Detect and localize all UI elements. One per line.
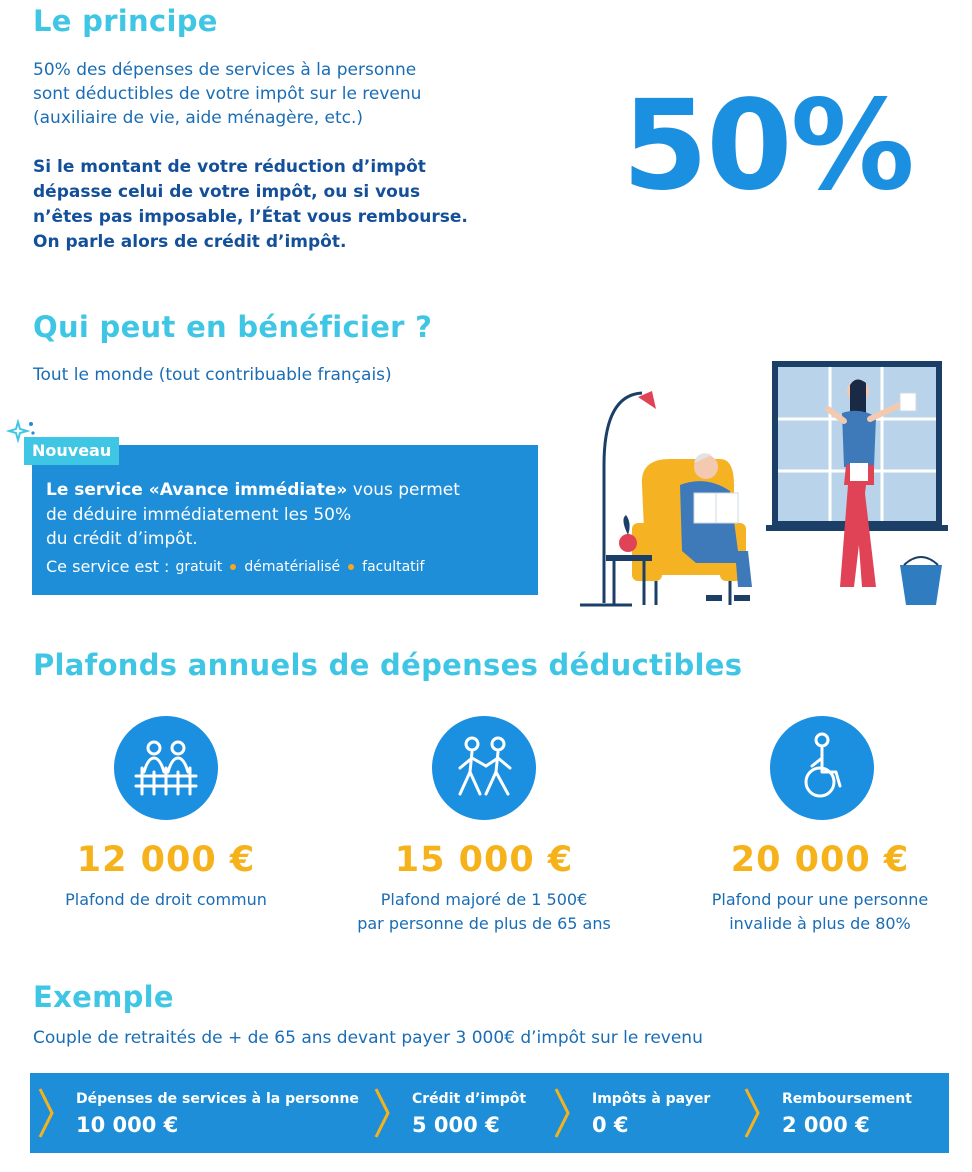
section-title-principe: Le principe bbox=[33, 4, 218, 38]
bullet-dot bbox=[348, 564, 354, 570]
plafond-amount-2: 15 000 € bbox=[394, 840, 574, 880]
bullet-dot bbox=[230, 564, 236, 570]
principe-bold-2: dépasse celui de votre impôt, ou si vous bbox=[33, 182, 421, 202]
feature-facultatif: facultatif bbox=[362, 558, 425, 575]
principe-bold-4: On parle alors de crédit d’impôt. bbox=[33, 232, 347, 252]
plafond-desc-2a: Plafond majoré de 1 500€ bbox=[380, 890, 588, 909]
principe-bold-1: Si le montant de votre réduction d’impôt bbox=[33, 157, 426, 177]
step-value-credit: 5 000 € bbox=[412, 1113, 500, 1137]
features-label: Ce service est : bbox=[46, 557, 170, 576]
seniors-icon bbox=[432, 716, 536, 820]
chevron-right-icon bbox=[552, 1085, 574, 1141]
nouveau-line-3: du crédit d’impôt. bbox=[46, 529, 198, 549]
step-remboursement bbox=[740, 1073, 940, 1153]
nouveau-service-name: Le service «Avance immédiate» bbox=[46, 480, 348, 500]
plafond-amount-3: 20 000 € bbox=[730, 840, 910, 880]
nouveau-tag: Nouveau bbox=[24, 437, 119, 465]
plafond-desc-3b: invalide à plus de 80% bbox=[729, 914, 911, 933]
step-impots bbox=[550, 1073, 730, 1153]
principe-bold-3: n’êtes pas imposable, l’État vous rembourse. bbox=[33, 207, 468, 227]
service-features bbox=[46, 557, 424, 576]
plafond-desc-3a: Plafond pour une personne bbox=[711, 890, 929, 909]
principe-line-3: (auxiliaire de vie, aide ménagère, etc.) bbox=[33, 108, 364, 128]
section-title-beneficiaires: Qui peut en bénéficier ? bbox=[33, 310, 433, 344]
feature-gratuit: gratuit bbox=[175, 558, 223, 575]
beneficiaires-text: Tout le monde (tout contribuable français) bbox=[33, 365, 392, 385]
section-title-exemple: Exemple bbox=[33, 980, 174, 1014]
chevron-right-icon bbox=[372, 1085, 394, 1141]
principe-line-1: 50% des dépenses de services à la personne bbox=[33, 60, 417, 80]
chevron-right-icon bbox=[742, 1085, 764, 1141]
step-credit bbox=[370, 1073, 540, 1153]
home-help-illustration bbox=[570, 355, 955, 610]
step-depenses bbox=[30, 1073, 360, 1153]
nouveau-line-1-rest: vous permet bbox=[347, 480, 460, 500]
plafond-desc-1: Plafond de droit commun bbox=[65, 890, 267, 909]
nouveau-line-1 bbox=[46, 478, 460, 502]
step-label-credit: Crédit d’impôt bbox=[412, 1091, 527, 1107]
step-value-depenses: 10 000 € bbox=[76, 1113, 179, 1137]
principe-line-2: sont déductibles de votre impôt sur le revenu bbox=[33, 84, 422, 104]
nouveau-line-2: de déduire immédiatement les 50% bbox=[46, 505, 352, 525]
wheelchair-icon bbox=[770, 716, 874, 820]
step-label-depenses: Dépenses de services à la personne bbox=[76, 1091, 359, 1107]
exemple-text: Couple de retraités de + de 65 ans devant payer 3 000€ d’impôt sur le revenu bbox=[33, 1028, 703, 1048]
section-title-plafonds: Plafonds annuels de dépenses déductibles bbox=[33, 648, 743, 682]
step-label-impots: Impôts à payer bbox=[592, 1091, 711, 1107]
family-icon bbox=[114, 716, 218, 820]
step-value-impots: 0 € bbox=[592, 1113, 629, 1137]
feature-dematerialise: dématérialisé bbox=[244, 558, 341, 575]
step-label-remboursement: Remboursement bbox=[782, 1091, 912, 1107]
plafond-amount-1: 12 000 € bbox=[76, 840, 256, 880]
big-percentage: 50% bbox=[622, 74, 913, 218]
step-value-remboursement: 2 000 € bbox=[782, 1113, 870, 1137]
chevron-right-icon bbox=[36, 1085, 58, 1141]
plafond-desc-2b: par personne de plus de 65 ans bbox=[357, 914, 611, 933]
